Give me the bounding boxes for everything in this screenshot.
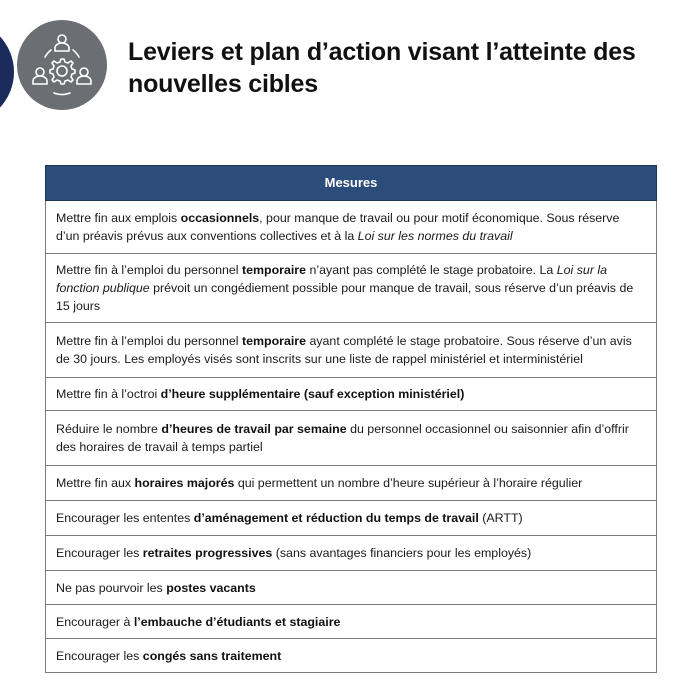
measure-text: Encourager les [56, 648, 143, 663]
emphasis-text: postes vacants [166, 580, 256, 595]
measure-text: Ne pas pourvoir les [56, 580, 167, 595]
table-row [46, 201, 657, 254]
measure-text: Encourager les [56, 546, 143, 560]
emphasis-text: congés sans traitement [142, 648, 282, 663]
emphasis-text: d’heures de travail par semaine [161, 422, 347, 436]
measure-text: n’ayant pas complété le stage probatoire. La [306, 263, 557, 277]
measure-cell [46, 411, 657, 466]
measure-text: Encourager les ententes [56, 511, 194, 525]
measure-text: (sans avantages financiers pour les employés) [272, 546, 532, 560]
table-row [46, 639, 657, 673]
measure-text: ayant complété le stage probatoire. Sous réserve d’un avis de 30 jours. Les employés visés sont inscrits sur une liste de rappel ministériel et interministériel [56, 334, 632, 366]
measure-cell [46, 254, 657, 323]
emphasis-text: d’heure supplémentaire (sauf exception ministériel) [160, 387, 465, 401]
emphasis-text: occasionnels [180, 211, 260, 225]
measure-text: Mettre fin à l’octroi [56, 387, 161, 401]
law-reference-text: Loi sur la fonction publique [56, 263, 608, 295]
measure-cell [46, 201, 657, 254]
measure-text: Encourager à [56, 614, 134, 629]
measure-text: Mettre fin à l’emploi du personnel [56, 263, 242, 277]
measure-text: (ARTT) [478, 511, 523, 525]
measure-cell [46, 605, 657, 639]
measure-text: Mettre fin à l’emploi du personnel [56, 334, 242, 348]
team-gear-icon-graphic [17, 20, 107, 110]
table-row [46, 536, 657, 571]
measure-cell [46, 536, 657, 571]
table-row [46, 323, 657, 378]
measure-cell [46, 639, 657, 673]
emphasis-text: temporaire [241, 334, 307, 348]
table-row [46, 501, 657, 536]
measure-cell [46, 501, 657, 536]
emphasis-text: horaires majorés [134, 476, 235, 490]
team-gear-icon [17, 20, 107, 110]
page-title: Leviers et plan d’action visant l’atteinte des nouvelles cibles [128, 38, 636, 98]
column-header-mesures: Mesures [46, 166, 657, 201]
navy-accent-circle [0, 20, 14, 124]
measure-text: prévoit un congédiement possible pour manque de travail, sous réserve d’un préavis de 15 jours [56, 281, 634, 313]
measure-cell [46, 571, 657, 605]
table-header-row [46, 166, 657, 201]
measures-table [45, 165, 657, 673]
measure-text: qui permettent un nombre d’heure supérieur à l’horaire régulier [234, 476, 583, 490]
table-row [46, 378, 657, 411]
table-row [46, 571, 657, 605]
measure-text: Mettre fin aux [56, 476, 135, 490]
measure-cell [46, 378, 657, 411]
table-row [46, 466, 657, 501]
emphasis-text: d’aménagement et réduction du temps de travail [193, 511, 479, 525]
table-row [46, 254, 657, 323]
law-reference-text: Loi sur les normes du travail [357, 229, 513, 243]
measure-text: Mettre fin aux emplois [56, 211, 181, 225]
measure-text: , pour manque de travail ou pour motif économique. Sous réserve d’un préavis prévus aux conventions collectives et à la [56, 211, 620, 243]
measure-text: du personnel occasionnel ou saisonnier afin d’offrir des horaires de travail à temps partiel [56, 422, 629, 454]
measure-text: Réduire le nombre [56, 422, 162, 436]
measure-cell [46, 323, 657, 378]
emphasis-text: retraites progressives [142, 546, 273, 560]
emphasis-text: temporaire [241, 263, 307, 277]
emphasis-text: l’embauche d’étudiants et stagiaire [133, 614, 341, 629]
measure-cell [46, 466, 657, 501]
table-row [46, 411, 657, 466]
table-row [46, 605, 657, 639]
